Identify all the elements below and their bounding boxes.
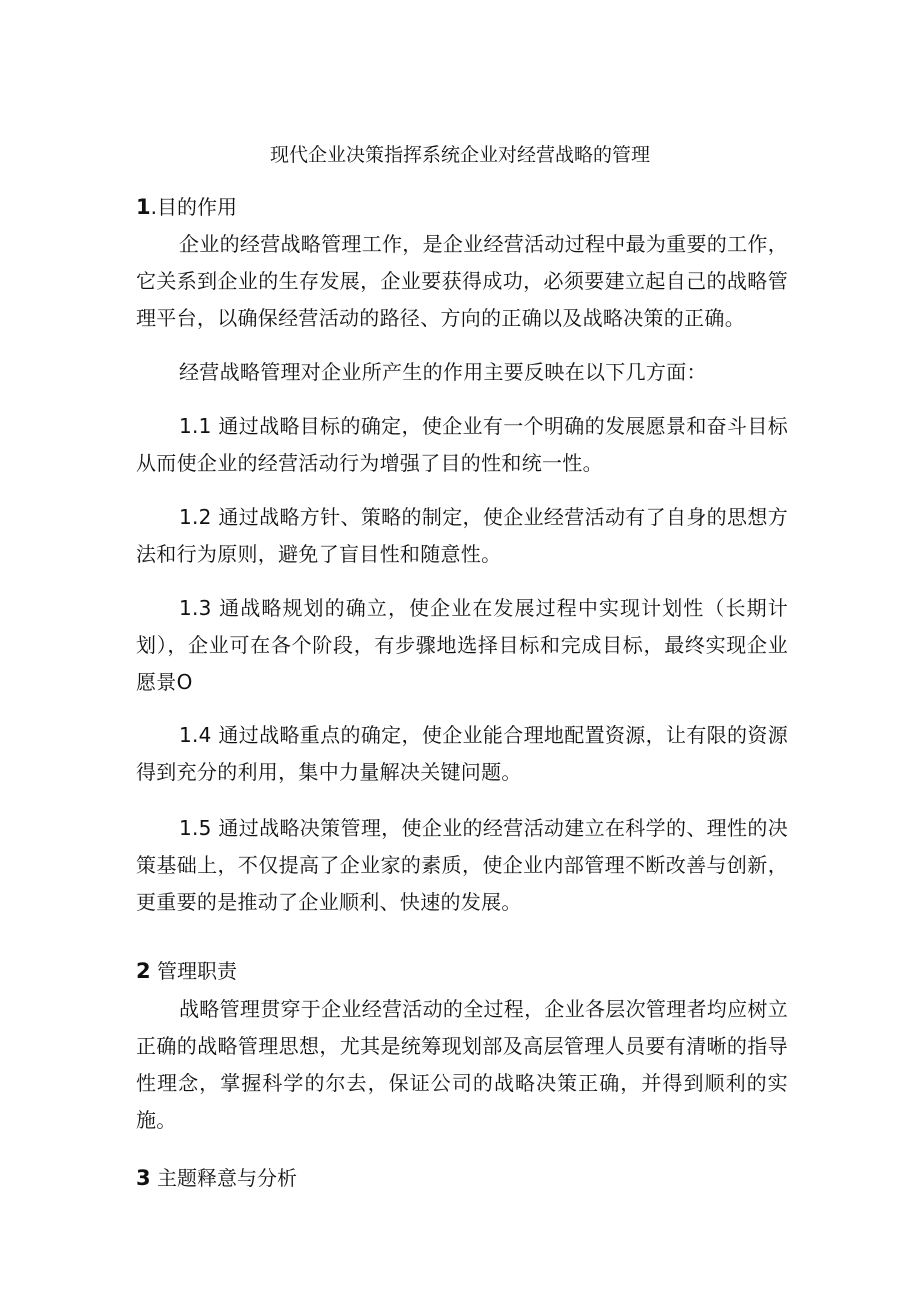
section-2-heading <box>136 957 237 985</box>
section-2-number: 2 <box>136 959 151 983</box>
section-3-label: 主题释意与分析 <box>156 1166 297 1190</box>
section-3-heading <box>136 1164 297 1192</box>
section-2-label: 管理职责 <box>156 959 237 983</box>
section-2-paragraph-1: 战略管理贯穿于企业经营活动的全过程，企业各层次管理者均应树立正确的战略管理思想，尤其是统筹现划部及高层管理人员要有清晰的指导性理念，掌握科学的尔去，保证公司的战略决策正确，并得到顺利的实施。 <box>136 997 788 1132</box>
section-1-paragraph-2: 经营战略管理对企业所产生的作用主要反映在以下几方面： <box>179 360 707 384</box>
section-1-label: .目的作用 <box>150 195 237 219</box>
section-1-item-2: 1.2 通过战略方针、策略的制定，使企业经营活动有了自身的思想方法和行为原则，避免了盲目性和随意性。 <box>136 505 788 566</box>
section-1-item-3: 1.3 通战略规划的确立，使企业在发展过程中实现计划性（长期计划），企业可在各个阶段，有步骤地选择目标和完成目标，最终实现企业愿景O <box>136 596 788 694</box>
section-1-item-1: 1.1 通过战略目标的确定，使企业有一个明确的发展愿景和奋斗目标从而使企业的经营活动行为增强了目的性和统一性。 <box>136 414 788 475</box>
section-1-item-5: 1.5 通过战略决策管理，使企业的经营活动建立在科学的、理性的决策基础上，不仅提高了企业家的素质，使企业内部管理不断改善与创新，更重要的是推动了企业顺利、快速的发展。 <box>136 816 788 914</box>
section-1-item-4: 1.4 通过战略重点的确定，使企业能合理地配置资源，让有限的资源得到充分的利用，集中力量解决关键问题。 <box>136 723 788 784</box>
document-title: 现代企业决策指挥系统企业对经营战略的管理 <box>269 144 650 166</box>
section-1-heading <box>136 193 237 221</box>
section-1-paragraph-1: 企业的经营战略管理工作，是企业经营活动过程中最为重要的工作，它关系到企业的生存发展，企业要获得成功，必须要建立起自己的战略管理平台，以确保经营活动的路径、方向的正确以及战略决策的正确。 <box>136 232 788 330</box>
section-3-number: 3 <box>136 1166 151 1190</box>
section-1-number: 1 <box>136 195 151 219</box>
